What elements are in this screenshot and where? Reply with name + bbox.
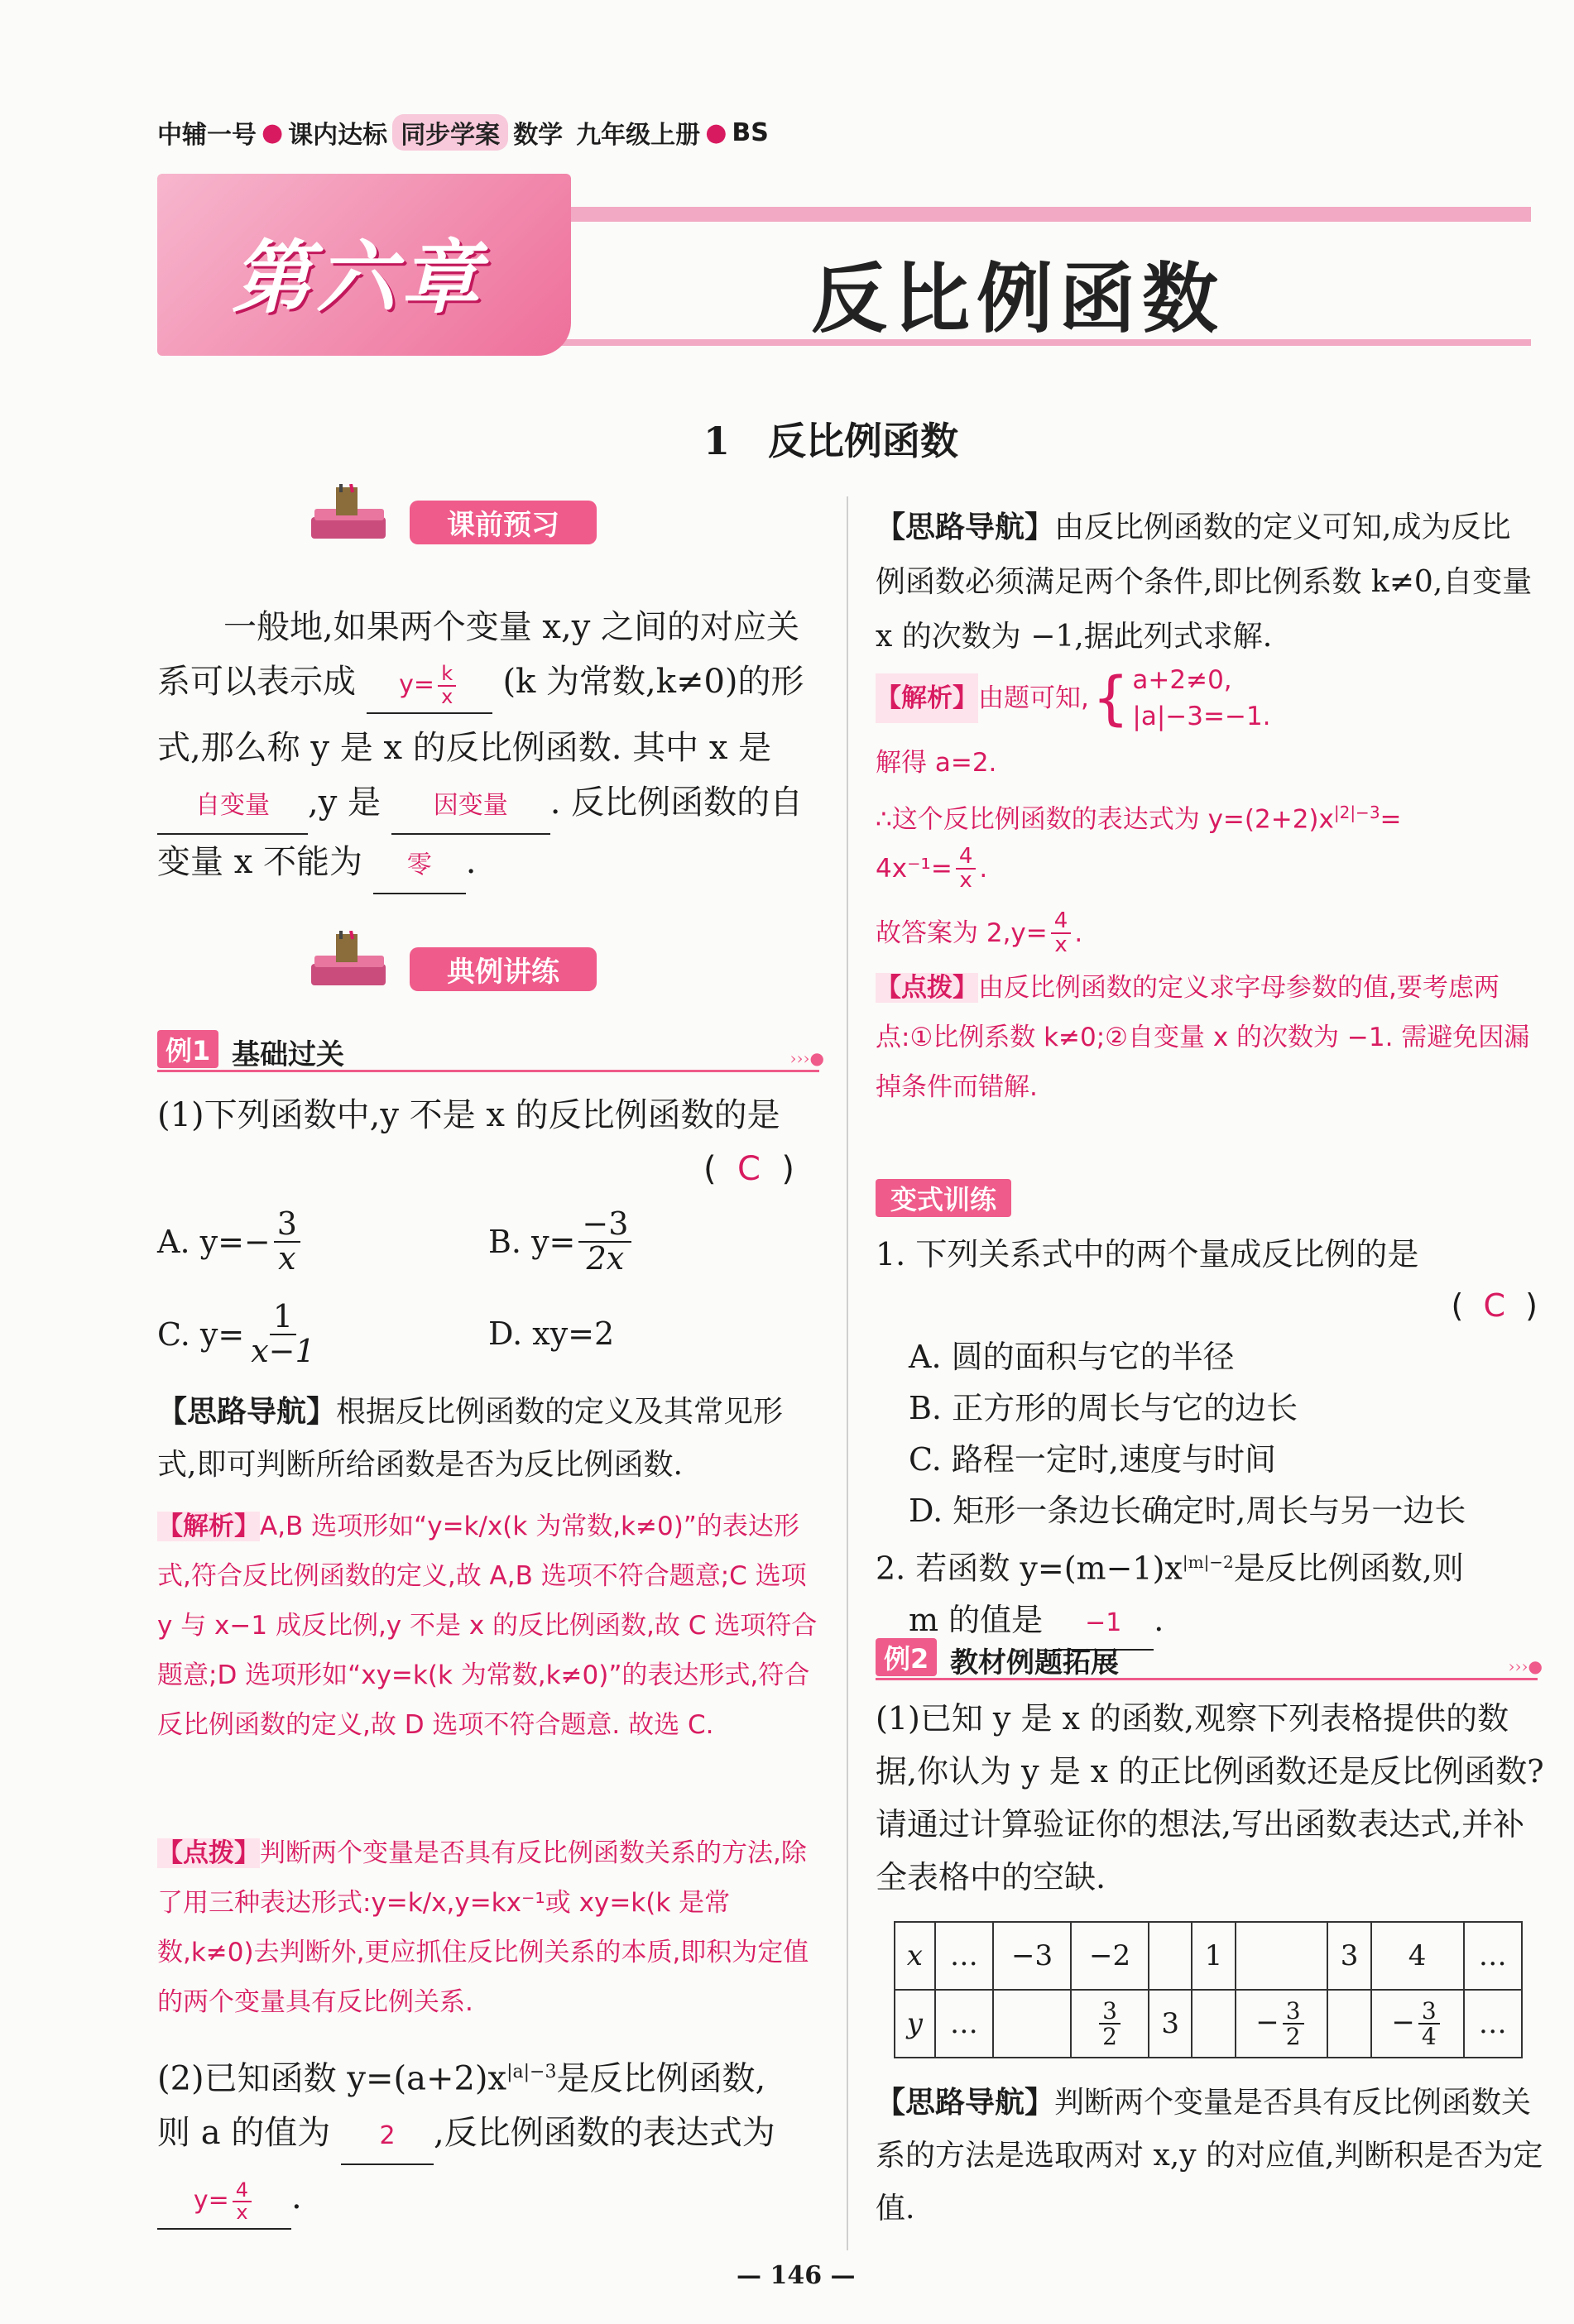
arrow-icon: ›››● (789, 1048, 824, 1068)
edition-name: BS (732, 117, 769, 147)
table-cell: $\frac{3}{2}$ (1071, 1990, 1149, 2058)
preview-line: 变量 x 不能为 零 . (157, 835, 819, 894)
table-cell: 4 (1371, 1922, 1464, 1990)
example2-tag-title: 教材例题拓展 (950, 1646, 1119, 1680)
variant-tag: 变式训练 (876, 1179, 1011, 1217)
book-pencil-icon (303, 931, 394, 997)
variant-option-b[interactable]: B. 正方形的周长与它的边长 (909, 1390, 1298, 1426)
bullet-dot: ● (705, 117, 727, 147)
variant-option-a[interactable]: A. 圆的面积与它的半径 (909, 1339, 1235, 1375)
table-cell (1236, 1922, 1328, 1990)
table-cell: … (1464, 1922, 1522, 1990)
series-name: 课内达标 (288, 121, 388, 150)
brace-icon: { (1092, 664, 1130, 732)
right-analysis: 【解析】 由题可知, { a+2≠0, |a|−3=−1. 解得 a=2. ∴这个反比例函数的表达式为 $y=(2+2)x^{|2|-3}=$ 4x⁻¹= $\frac{4}{x}$ . 故答案为 2,y= $\frac{4}{x}$ . 【点拨】由反比例函数的定义求字母参数的值,要考虑两点:①比例系数 k≠0;②自变量 x 的次数为 −1. 需避免因漏掉条件而错解. (876, 664, 1530, 1103)
subject-name: 数学 (513, 121, 564, 150)
arrow-icon: ›››● (1508, 1656, 1543, 1676)
variant-q1-answer: C (1483, 1287, 1506, 1324)
table-cell: … (935, 1990, 993, 2058)
table-cell (1192, 1990, 1235, 2058)
variant-questions: 1. 下列关系式中的两个量成反比例的是 ( C ) A. 圆的面积与它的半径 B. 正方形的周长与它的边长 C. 路程一定时,速度与时间 D. 矩形一条边长确定时,周长与另一边长 2. 若函数 $y=(m-1)x^{|m|-2}$是反比例函数,则 m 的值是 −1 . (876, 1229, 1546, 1651)
preview-line: 一般地,如果两个变量 x,y 之间的对应关 (223, 608, 800, 646)
example2-tag-row (876, 1636, 1543, 1680)
table-row-y (895, 1990, 1522, 2058)
table-row-x (895, 1922, 1522, 1990)
table-cell (1149, 1922, 1192, 1990)
option-c[interactable]: C. y= $\frac{1}{x-1}$ (157, 1298, 315, 1369)
example1-tag: 例1 (157, 1030, 218, 1068)
option-b[interactable]: B. y= $\frac{-3}{2x}$ (488, 1208, 635, 1276)
blank-a-value[interactable]: 2 (341, 2109, 434, 2165)
variant-option-c[interactable]: C. 路程一定时,速度与时间 (909, 1441, 1276, 1478)
example2-text: (1)已知 y 是 x 的函数,观察下列表格提供的数据,你认为 y 是 x 的正比例函数还是反比例函数? 请通过计算验证你的想法,写出函数表达式,并补全表格中的空缺. (876, 1700, 1544, 1895)
blank-m-value[interactable]: −1 (1053, 1598, 1154, 1651)
option-a[interactable]: A. y=− $\frac{3}{x}$ (157, 1208, 304, 1276)
table-cell: x (895, 1922, 935, 1990)
section-name: 反比例函数 (768, 419, 959, 463)
grade-name: 九年级上册 (576, 121, 701, 150)
blank-formula[interactable]: y= $\frac{k}{x}$ (367, 658, 492, 714)
example1-q1-answer-bracket: ( C ) (703, 1150, 795, 1188)
blank-zero[interactable]: 零 (373, 838, 466, 894)
table-cell (993, 1990, 1071, 2058)
book-pencil-icon (303, 484, 394, 550)
table-cell: − $\frac{3}{4}$ (1371, 1990, 1464, 2058)
running-header (157, 114, 769, 151)
table-cell: −3 (993, 1922, 1071, 1990)
preview-text (157, 600, 819, 894)
bullet-dot: ● (262, 117, 284, 147)
variant-tag-row (876, 1179, 1011, 1217)
preview-line: 自变量 ,y 是 因变量 . 反比例函数的自 (157, 775, 819, 835)
series-badge: 同步学案 (392, 114, 508, 151)
example2-nav: 【思路导航】判断两个变量是否具有反比例函数关系的方法是选取两对 x,y 的对应值,判断积是否为定值. (876, 2086, 1543, 2226)
example2-tag: 例2 (876, 1638, 937, 1676)
table-cell: y (895, 1990, 935, 2058)
option-d[interactable]: D. xy=2 (488, 1315, 615, 1352)
example1-q1-answer: C (737, 1150, 761, 1188)
right-nav: 【思路导航】由反比例函数的定义可知,成为反比例函数必须满足两个条件,即比例系数 k≠0,自变量 x 的次数为 −1,据此列式求解. (876, 510, 1533, 654)
example1-q1: (1)下列函数中,y 不是 x 的反比例函数的是 (157, 1096, 780, 1134)
blank-dependent[interactable]: 因变量 (391, 779, 550, 835)
table-cell (1327, 1990, 1370, 2058)
table-cell: 3 (1149, 1990, 1192, 2058)
chapter-band (157, 174, 1531, 356)
blank-expression[interactable]: y= $\frac{4}{x}$ (157, 2173, 291, 2230)
blank-independent[interactable]: 自变量 (157, 779, 308, 835)
example1-analysis: 【解析】A,B 选项形如“y=k/x(k 为常数,k≠0)”的表达形式,符合反比例函数的定义,故 A,B 选项不符合题意;C 选项 y 与 x−1 成反比例,y 不是 x 的反比例函数,故 C 选项符合题意;D 选项形如“xy=k(k 为常数,k≠0)”的表达形式,符合反比例函数的定义,故 D 选项不符合题意. 故选 C. (157, 1512, 818, 1740)
variant-option-d[interactable]: D. 矩形一条边长确定时,周长与另一边长 (909, 1493, 1466, 1529)
variant-q1: 1. 下列关系式中的两个量成反比例的是 (876, 1236, 1419, 1272)
section-number: 1 (703, 419, 731, 463)
chapter-title: 反比例函数 (811, 255, 1226, 343)
preview-line: 系可以表示成 y= $\frac{k}{x}$ (k 为常数,k≠0)的形 (157, 654, 819, 714)
page-number: — 146 — (737, 2261, 856, 2290)
example1-tip: 【点拨】判断两个变量是否具有反比例函数关系的方法,除了用三种表达形式:y=k/x,y=kx⁻¹或 xy=k(k 是常数,k≠0)去判断外,更应抓住反比例关系的本质,即积为定值的两个变量具有反比例关系. (157, 1838, 809, 2017)
table-cell: 1 (1192, 1922, 1235, 1990)
column-divider (847, 496, 848, 2250)
data-table (894, 1921, 1523, 2058)
section-title (703, 411, 958, 466)
example1-q2: (2)已知函数 $y=(a+2)x^{|a|-3}$是反比例函数, 则 a 的值为 2 ,反比例函数的表达式为 y= $\frac{4}{x}$ . (157, 2045, 836, 2230)
preview-line: 式,那么称 y 是 x 的反比例函数. 其中 x 是 (157, 729, 772, 767)
example1-tag-row (157, 1028, 824, 1072)
examples-banner-label: 典例讲练 (410, 947, 597, 991)
brand-name: 中辅一号 (157, 121, 257, 150)
table-cell: 3 (1327, 1922, 1370, 1990)
chapter-label: 第六章 (232, 232, 485, 324)
table-cell: − $\frac{3}{2}$ (1236, 1990, 1328, 2058)
preview-banner-label: 课前预习 (410, 501, 597, 544)
example1-tag-title: 基础过关 (232, 1038, 344, 1071)
variant-q2: 2. 若函数 $y=(m-1)x^{|m|-2}$是反比例函数,则 (876, 1550, 1464, 1587)
example1-nav: 【思路导航】根据反比例函数的定义及其常见形式,即可判断所给函数是否为反比例函数. (157, 1395, 784, 1482)
table-cell: … (1464, 1990, 1522, 2058)
table-cell: … (935, 1922, 993, 1990)
table-cell: −2 (1071, 1922, 1149, 1990)
